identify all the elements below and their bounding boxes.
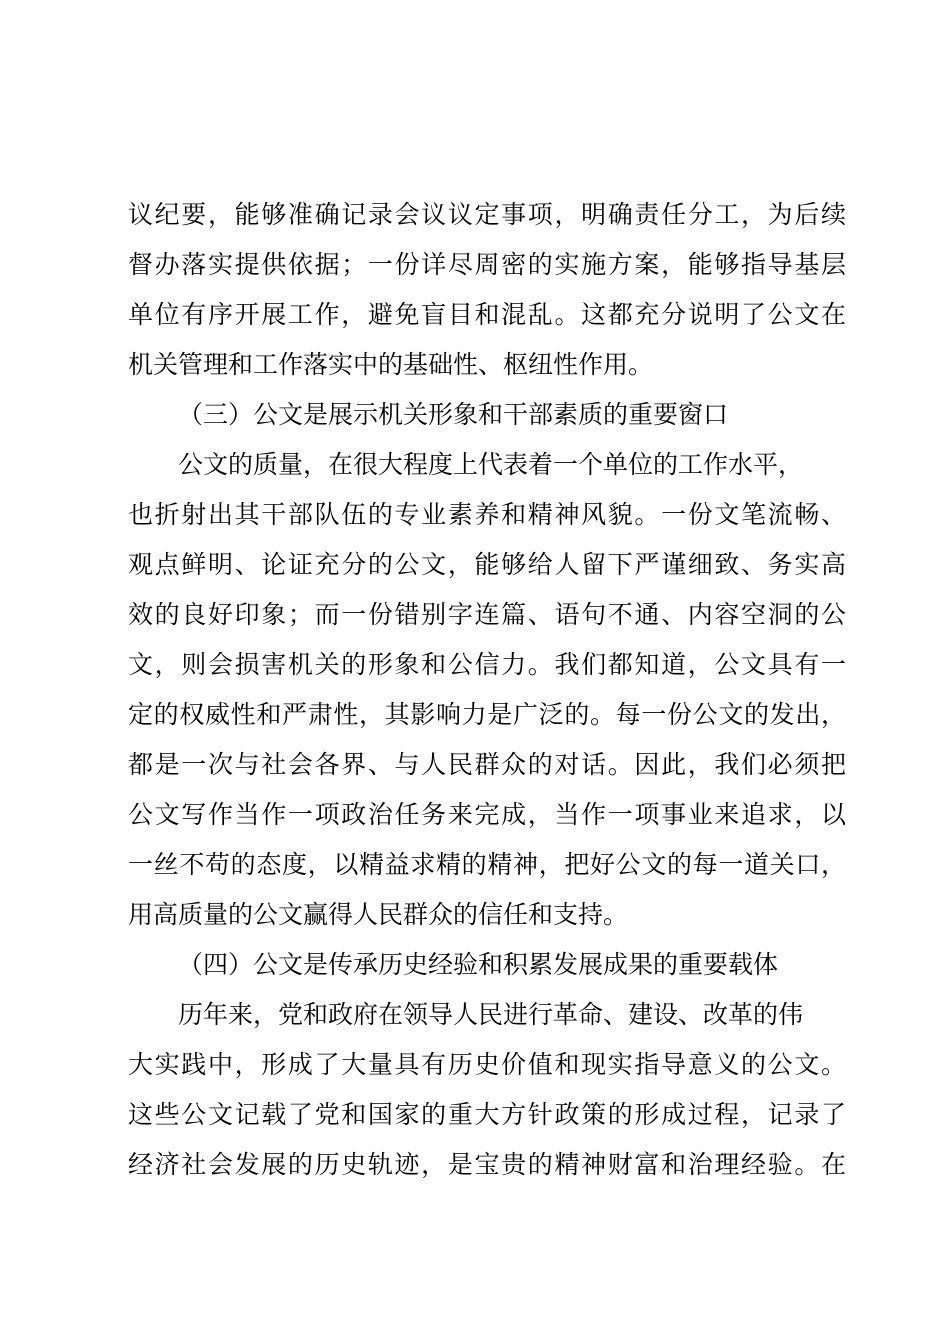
body-text bbox=[128, 190, 858, 1190]
paragraph-line: 定的权威性和严肃性，其影响力是广泛的。每一份公文的发出， bbox=[128, 700, 846, 729]
paragraph-first-line: 历年来，党和政府在领导人民进行革命、建设、改革的伟 bbox=[178, 1000, 804, 1029]
paragraph-line: 机关管理和工作落实中的基础性、枢纽性作用。 bbox=[128, 350, 654, 379]
paragraph-line: 用高质量的公文赢得人民群众的信任和支持。 bbox=[128, 900, 629, 929]
paragraph-line: 大实践中，形成了大量具有历史价值和现实指导意义的公文。 bbox=[128, 1050, 846, 1079]
paragraph-first-line: 公文的质量，在很大程度上代表着一个单位的工作水平， bbox=[178, 450, 804, 479]
paragraph-line: 也折射出其干部队伍的专业素养和精神风貌。一份文笔流畅、 bbox=[128, 500, 846, 529]
paragraph-line: 这些公文记载了党和国家的重大方针政策的形成过程，记录了 bbox=[128, 1100, 846, 1129]
paragraph-line: 文，则会损害机关的形象和公信力。我们都知道，公文具有一 bbox=[128, 650, 846, 679]
paragraph-line: 一丝不苟的态度，以精益求精的精神，把好公文的每一道关口， bbox=[128, 850, 846, 879]
paragraph-line: 效的良好印象；而一份错别字连篇、语句不通、内容空洞的公 bbox=[128, 600, 846, 629]
paragraph-line: 都是一次与社会各界、与人民群众的对话。因此，我们必须把 bbox=[128, 750, 846, 779]
section-heading-4: （四）公文是传承历史经验和积累发展成果的重要载体 bbox=[178, 950, 779, 979]
paragraph-line: 观点鲜明、论证充分的公文，能够给人留下严谨细致、务实高 bbox=[128, 550, 846, 579]
paragraph-line: 单位有序开展工作，避免盲目和混乱。这都充分说明了公文在 bbox=[128, 300, 846, 329]
paragraph-line: 督办落实提供依据；一份详尽周密的实施方案，能够指导基层 bbox=[128, 250, 846, 279]
section-heading-3: （三）公文是展示机关形象和干部素质的重要窗口 bbox=[178, 400, 729, 429]
paragraph-line: 经济社会发展的历史轨迹，是宝贵的精神财富和治理经验。在 bbox=[128, 1150, 846, 1179]
paragraph-line: 议纪要，能够准确记录会议议定事项，明确责任分工，为后续 bbox=[128, 200, 846, 229]
paragraph-line: 公文写作当作一项政治任务来完成，当作一项事业来追求，以 bbox=[128, 800, 846, 829]
